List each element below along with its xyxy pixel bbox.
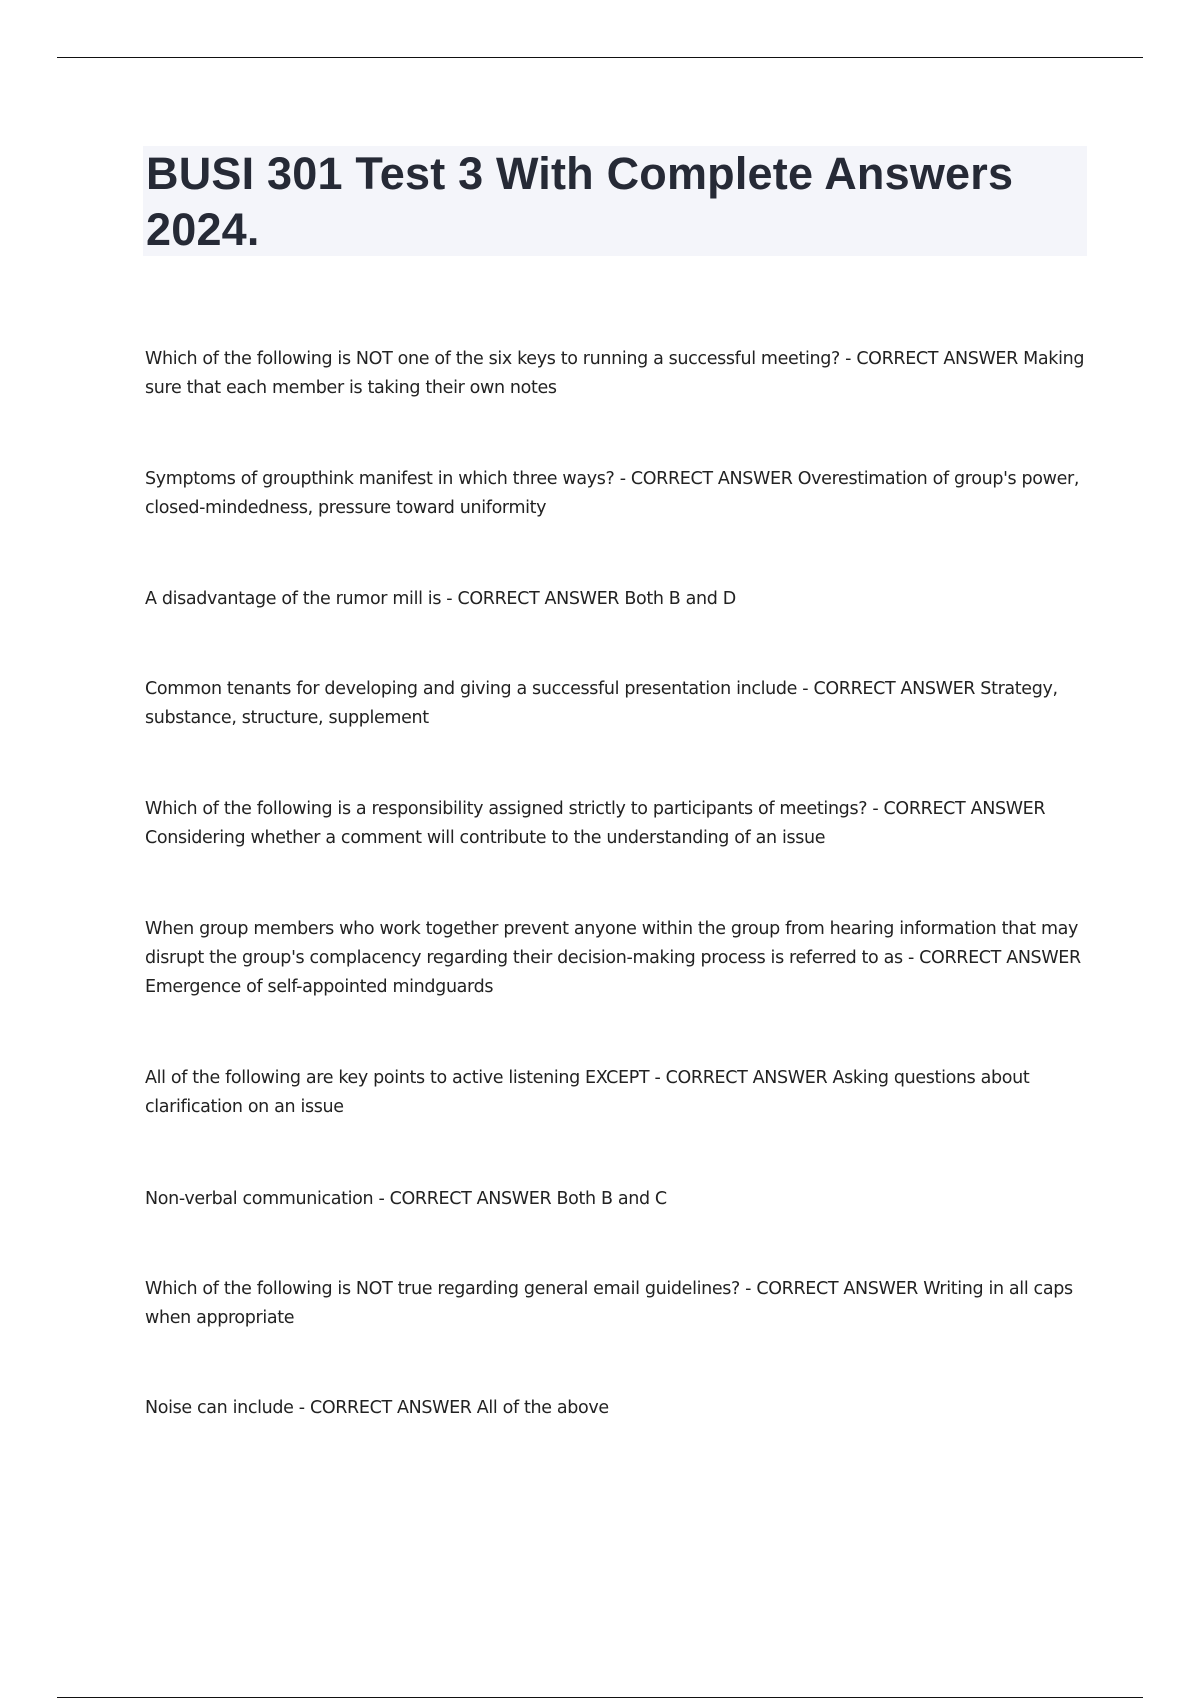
qa-item: Symptoms of groupthink manifest in which three ways? - CORRECT ANSWER Overestimation of group's power, closed-mindedness, pressure toward uniformity (145, 469, 1080, 518)
qa-item: All of the following are key points to active listening EXCEPT - CORRECT ANSWER Asking questions about clarification on an issue (145, 1068, 1030, 1117)
qa-item: Common tenants for developing and giving a successful presentation include - CORRECT ANSWER Strategy, substance, structure, supplement (145, 679, 1058, 728)
qa-item: Which of the following is a responsibility assigned strictly to participants of meetings? - CORRECT ANSWER Considering whether a comment will contribute to the understanding of an issue (145, 799, 1046, 848)
qa-item: A disadvantage of the rumor mill is - CORRECT ANSWER Both B and D (145, 589, 736, 609)
page-title: BUSI 301 Test 3 With Complete Answers 2024. (146, 148, 1014, 255)
bottom-divider (57, 1697, 1143, 1698)
top-divider (57, 57, 1143, 58)
qa-item: Which of the following is NOT one of the six keys to running a successful meeting? - CORRECT ANSWER Making sure that each member is taking their own notes (145, 349, 1085, 398)
qa-item: Noise can include - CORRECT ANSWER All of the above (145, 1398, 609, 1418)
qa-item: Non-verbal communication - CORRECT ANSWER Both B and C (145, 1189, 667, 1209)
qa-item: Which of the following is NOT true regarding general email guidelines? - CORRECT ANSWER Writing in all caps when appropriate (145, 1279, 1073, 1328)
qa-item: When group members who work together prevent anyone within the group from hearing information that may disrupt the group's complacency regarding their decision-making process is referred to as - CORRECT ANSWER Emergence of self-appointed mindguards (145, 919, 1081, 997)
